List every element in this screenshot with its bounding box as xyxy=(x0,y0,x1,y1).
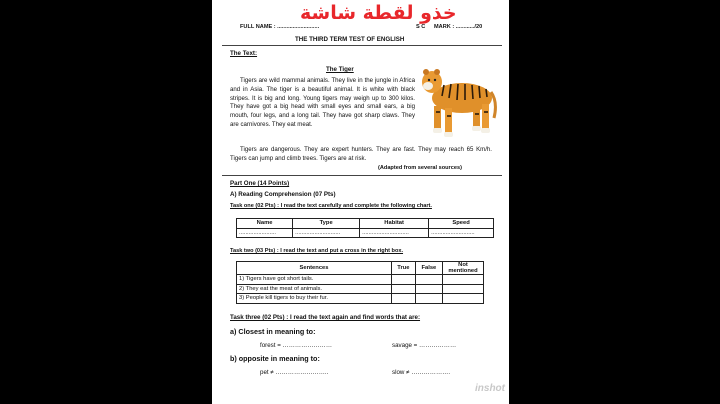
mark-field: MARK : ............/20 xyxy=(434,24,483,30)
true-false-table xyxy=(236,261,484,304)
watermark: inshot xyxy=(475,383,505,394)
task-three-instruction xyxy=(230,314,420,321)
story-paragraph-1: Tigers are wild mammal animals. They live in the jungle in Africa and in Asia. The tiger is a beautiful animal. It is white with black stripes. It is big and long. Young tigers may weigh up to 300 kilos. They have got a big head with small eyes and small ears, a big mouth, four legs, and a long tail. They have got sharp claws. They are carnivores. They eat meat. xyxy=(230,77,415,128)
worksheet-page xyxy=(212,0,509,404)
chart-blank: ........................... xyxy=(429,228,494,238)
tf-false-box[interactable] xyxy=(415,284,442,294)
closest-label: a) Closest in meaning to: xyxy=(230,327,316,336)
opposite-item: slow ≠ ………………. xyxy=(392,369,451,376)
overlay-caption: خذو لقطة شاشة xyxy=(300,2,457,24)
tf-false-box[interactable] xyxy=(415,275,442,285)
section-a-title: A) Reading Comprehension (07 Pts) xyxy=(230,191,336,198)
chart-blank: ............................. xyxy=(360,228,429,238)
tf-not-mentioned-box[interactable] xyxy=(443,275,484,285)
tf-header: Not mentioned xyxy=(443,262,484,275)
divider xyxy=(222,175,502,176)
tf-true-box[interactable] xyxy=(392,284,416,294)
divider xyxy=(222,45,502,46)
tf-sentence: 1) Tigers have got short tails. xyxy=(237,275,392,285)
tf-not-mentioned-box[interactable] xyxy=(443,294,484,304)
tf-header: Sentences xyxy=(237,262,392,275)
story-paragraph-2: Tigers are dangerous. They are expert hunters. They are fast. They may reach 65 Km/h. Tigers can jump and climb trees. Tigers are at risk. xyxy=(230,146,492,162)
opposite-item: pet ≠ …………………….. xyxy=(260,369,329,376)
test-title: THE THIRD TERM TEST OF ENGLISH xyxy=(295,36,405,43)
text-section-label: The Text: xyxy=(230,50,258,57)
tf-false-box[interactable] xyxy=(415,294,442,304)
chart-header: Type xyxy=(293,219,360,229)
class-field: S C xyxy=(416,24,426,30)
chart-header: Speed xyxy=(429,219,494,229)
source-note: (Adapted from several sources) xyxy=(378,165,462,171)
tf-true-box[interactable] xyxy=(392,275,416,285)
full-name-field: FULL NAME : ........................... xyxy=(240,24,320,30)
tiger-illustration xyxy=(418,62,498,140)
tf-sentence: 2) They eat the meat of animals. xyxy=(237,284,392,294)
tf-not-mentioned-box[interactable] xyxy=(443,284,484,294)
chart-blank: ............................ xyxy=(293,228,360,238)
tf-header: True xyxy=(392,262,416,275)
closest-item: savage = ……………… xyxy=(392,342,457,349)
task-one-instruction: Task one (02 Pts) : I read the text carefully and complete the following chart. xyxy=(230,203,432,209)
task-two-instruction: Task two (03 Pts) : I read the text and put a cross in the right box. xyxy=(230,248,404,254)
story-title: The Tiger xyxy=(326,66,354,73)
story-paragraph-2-box xyxy=(230,146,492,164)
chart-header: Name xyxy=(237,219,293,229)
task-three-text: Task three (02 Pts) : I read the text again and find words that are: xyxy=(230,314,421,321)
opposite-label: b) opposite in meaning to: xyxy=(230,354,320,363)
chart-blank: ....................... xyxy=(237,228,293,238)
tf-header: False xyxy=(415,262,442,275)
chart-header: Habitat xyxy=(360,219,429,229)
chart-table xyxy=(236,218,494,238)
part-one-title: Part One (14 Points) xyxy=(230,180,290,187)
story-paragraph-1-box xyxy=(230,77,415,130)
tf-true-box[interactable] xyxy=(392,294,416,304)
tf-sentence: 3) People kill tigers to buy their fur. xyxy=(237,294,392,304)
closest-item: forest = …………………… xyxy=(260,342,333,349)
